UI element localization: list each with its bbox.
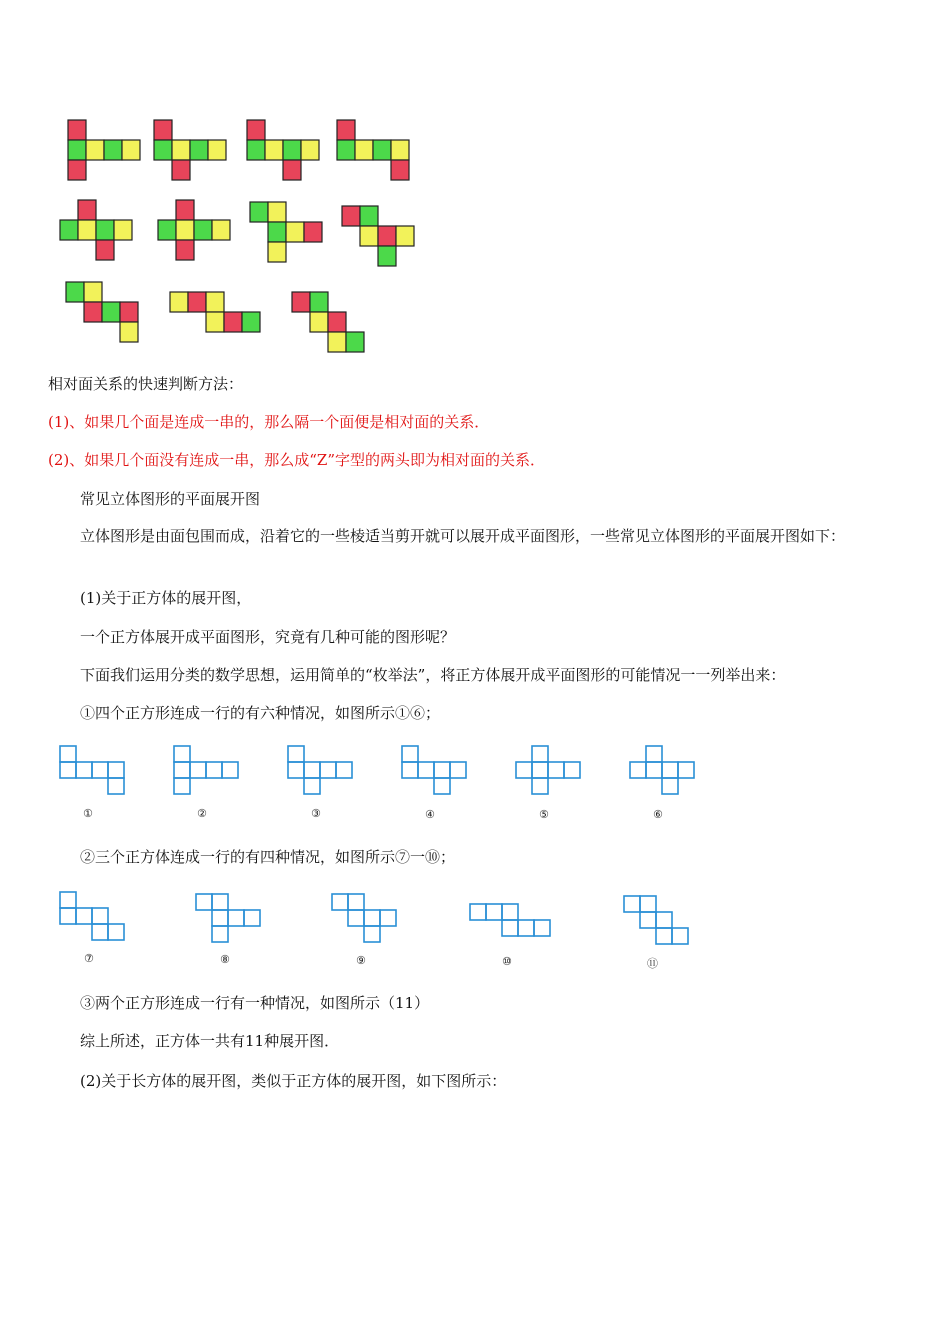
net-label-1: ① bbox=[83, 807, 93, 820]
net-label-11: ⑪ bbox=[647, 957, 658, 970]
colored-net-10 bbox=[170, 292, 260, 332]
net-10 bbox=[470, 904, 550, 936]
intro-text: 立体图形是由面包围而成，沿着它的一些棱适当剪开就可以展开成平面图形，一些常见立体图形的平面展开图如下： bbox=[80, 527, 846, 545]
net-6 bbox=[630, 746, 694, 794]
colored-cube-nets-figure bbox=[50, 108, 430, 358]
colored-net-4 bbox=[337, 120, 409, 180]
net-label-4: ④ bbox=[425, 808, 435, 821]
cuboid-title: (2)关于长方体的展开图，类似于正方体的展开图，如下图所示： bbox=[80, 1072, 507, 1090]
net-11 bbox=[624, 896, 688, 944]
rule-1: (1)、如果几个面是连成一串的，那么隔一个面便是相对面的关系． bbox=[48, 413, 490, 431]
net-8 bbox=[196, 894, 260, 942]
colored-net-2 bbox=[154, 120, 226, 180]
cube-nets-row-2 bbox=[50, 884, 710, 976]
cube-title: (1)关于正方体的展开图， bbox=[80, 589, 252, 607]
net-3 bbox=[288, 746, 352, 794]
net-label-7: ⑦ bbox=[84, 952, 94, 965]
summary: 综上所述，正方体一共有11种展开图． bbox=[80, 1032, 340, 1050]
colored-net-11 bbox=[292, 292, 364, 352]
net-1 bbox=[60, 746, 124, 794]
net-label-6: ⑥ bbox=[653, 808, 663, 821]
case-2: ②三个正方体连成一行的有四种情况，如图所示⑦一⑩； bbox=[80, 848, 456, 866]
case-3: ③两个正方形连成一行有一种情况，如图所示（11） bbox=[80, 994, 430, 1012]
colored-net-9 bbox=[66, 282, 138, 342]
colored-net-3 bbox=[247, 120, 319, 180]
rule-2: (2)、如果几个面没有连成一串，那么成“Z”字型的两头即为相对面的关系． bbox=[48, 451, 546, 469]
colored-net-7 bbox=[250, 202, 322, 262]
colored-net-8 bbox=[342, 206, 414, 266]
net-7 bbox=[60, 892, 124, 940]
net-label-5: ⑤ bbox=[539, 808, 549, 821]
question: 一个正方体展开成平面图形，究竟有几种可能的图形呢？ bbox=[80, 628, 456, 646]
colored-net-5 bbox=[60, 200, 132, 260]
cube-nets-row-1 bbox=[50, 738, 710, 830]
case-1: ①四个正方形连成一行的有六种情况，如图所示①⑥； bbox=[80, 704, 441, 722]
net-9 bbox=[332, 894, 396, 942]
net-label-2: ② bbox=[197, 807, 207, 820]
common-nets-title: 常见立体图形的平面展开图 bbox=[80, 490, 261, 508]
colored-net-1 bbox=[68, 120, 140, 180]
net-label-3: ③ bbox=[311, 807, 321, 820]
net-label-8: ⑧ bbox=[220, 953, 230, 966]
quick-method-title: 相对面关系的快速判断方法： bbox=[48, 375, 244, 393]
net-label-9: ⑨ bbox=[356, 954, 366, 967]
net-4 bbox=[402, 746, 466, 794]
colored-net-6 bbox=[158, 200, 230, 260]
net-label-10: ⑩ bbox=[502, 955, 512, 968]
net-5 bbox=[516, 746, 580, 794]
net-2 bbox=[174, 746, 238, 794]
method: 下面我们运用分类的数学思想，运用简单的“枚举法”，将正方体展开成平面图形的可能情况一一列举出来： bbox=[80, 666, 786, 684]
intro-paragraph bbox=[48, 524, 908, 548]
